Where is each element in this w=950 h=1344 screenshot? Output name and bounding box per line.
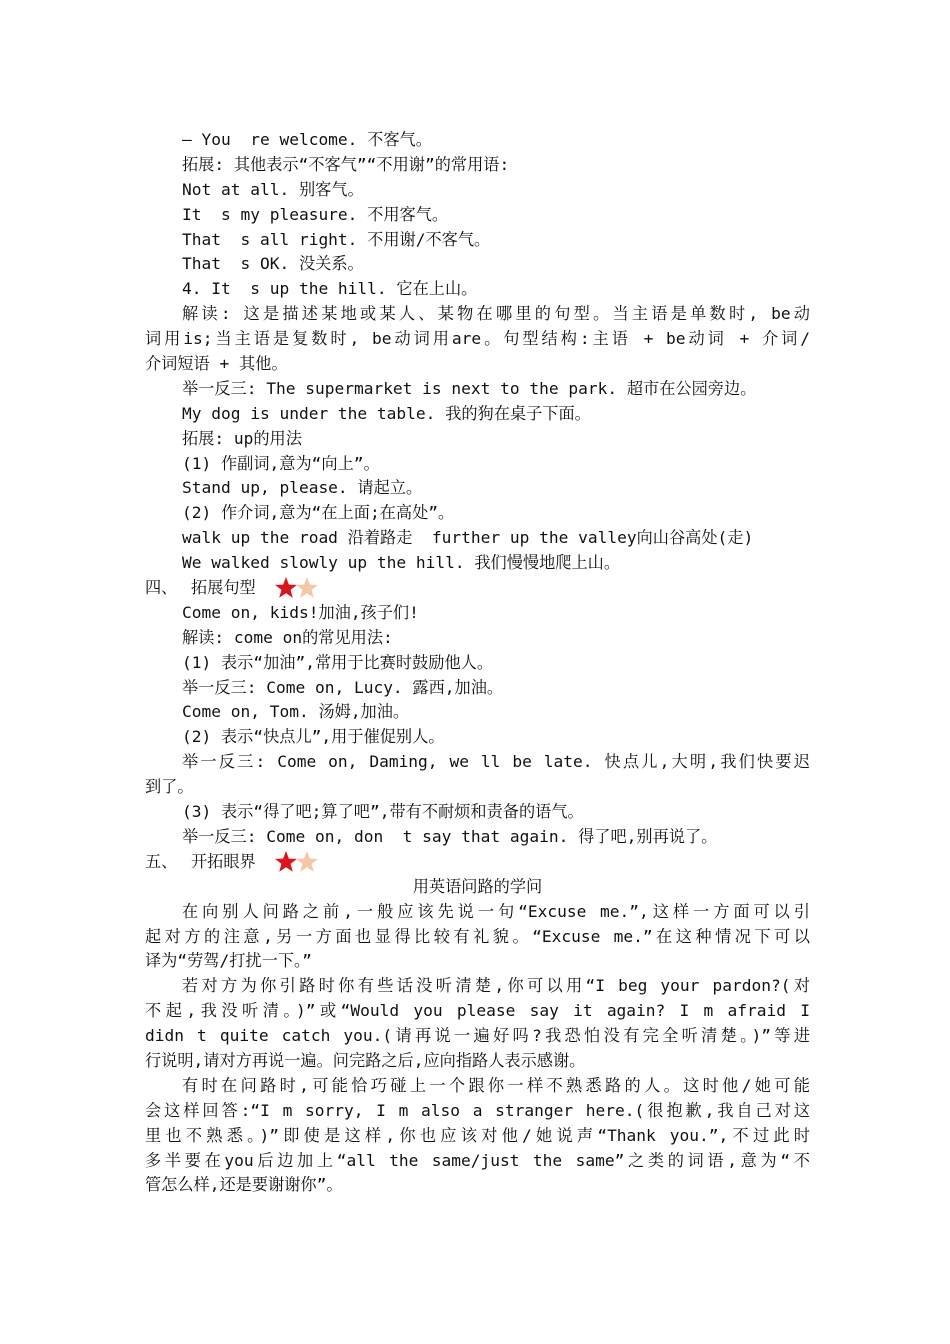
text-line: (1) 作副词,意为“向上”。 — [182, 453, 380, 473]
text-line: 词用is;当主语是复数时, be动词用are。句型结构:主语 + be动词 + 介词/ — [145, 329, 810, 349]
text-line: 拓展: up的用法 — [182, 428, 302, 448]
text-line: walk up the road 沿着路走 further up the valley向山谷高处(走) — [182, 528, 754, 548]
document-body — [145, 128, 810, 1198]
text-line: 译为“劳驾/打扰一下。” — [145, 951, 312, 971]
text-line: Stand up, please. 请起立。 — [182, 478, 423, 498]
text-line: 管怎么样,还是要谢谢你”。 — [145, 1175, 343, 1195]
text-line: 介词短语 + 其他。 — [145, 354, 288, 374]
text-line: 行说明,请对方再说一遍。问完路之后,应向指路人表示感谢。 — [145, 1050, 586, 1070]
text-line: 举一反三: The supermarket is next to the park. 超市在公园旁边。 — [182, 378, 757, 398]
text-line: 举一反三: Come on, Daming, we ll be late. 快点儿,大明,我们快要迟 — [182, 752, 810, 772]
article-title: 用英语问路的学问 — [412, 876, 543, 896]
text-line: — You re welcome. 不客气。 — [182, 130, 432, 149]
text-line: (1) 表示“加油”,常用于比赛时鼓励他人。 — [182, 652, 494, 672]
section-number: 五、 — [145, 851, 178, 871]
text-line: 若对方为你引路时你有些话没听清楚,你可以用“I beg your pardon?(对 — [182, 976, 810, 996]
star-rating — [274, 576, 319, 600]
text-line: 举一反三: Come on, don t say that again. 得了吧,别再说了。 — [182, 826, 718, 846]
text-line: 会这样回答:“I m sorry, I m also a stranger here.(很抱歉,我自己对这 — [145, 1100, 810, 1120]
text-line: That s OK. 没关系。 — [182, 254, 364, 274]
section-title: 开拓眼界 — [191, 851, 256, 871]
text-line: 解读: come on的常见用法: — [182, 627, 393, 647]
text-line: 到了。 — [145, 777, 194, 797]
text-line: Come on, Tom. 汤姆,加油。 — [182, 702, 410, 722]
text-line: My dog is under the table. 我的狗在桌子下面。 — [182, 403, 591, 423]
text-line: That s all right. 不用谢/不客气。 — [182, 229, 491, 249]
star-icon — [295, 850, 319, 874]
section-title: 拓展句型 — [191, 578, 256, 598]
star-rating — [274, 850, 319, 874]
section-heading-4 — [145, 576, 810, 601]
text-line: 举一反三: Come on, Lucy. 露西,加油。 — [182, 677, 504, 697]
section-number: 四、 — [145, 578, 178, 598]
star-icon — [295, 576, 319, 600]
text-line: 起对方的注意,另一方面也显得比较有礼貌。“Excuse me.”在这种情况下可以 — [145, 926, 810, 946]
text-line: 4. It s up the hill. 它在上山。 — [182, 279, 478, 299]
text-line: 有时在问路时,可能恰巧碰上一个跟你一样不熟悉路的人。这时他/她可能 — [182, 1075, 810, 1095]
section-heading-5 — [145, 850, 810, 875]
text-line: Not at all. 别客气。 — [182, 179, 364, 199]
text-line: didn t quite catch you.(请再说一遍好吗?我恐怕没有完全听清楚。)”等进 — [145, 1026, 810, 1046]
text-line: 拓展: 其他表示“不客气”“不用谢”的常用语: — [182, 154, 510, 174]
text-line: 在向别人问路之前,一般应该先说一句“Excuse me.”,这样一方面可以引 — [182, 901, 810, 921]
text-line: (3) 表示“得了吧;算了吧”,带有不耐烦和责备的语气。 — [182, 802, 584, 822]
text-line: Come on, kids!加油,孩子们! — [182, 602, 419, 622]
text-line: 不起,我没听清。)”或“Would you please say it again? I m afraid I — [145, 1001, 810, 1021]
text-line: (2) 表示“快点儿”,用于催促别人。 — [182, 727, 445, 747]
text-line: 里也不熟悉。)”即使是这样,你也应该对他/她说声“Thank you.”,不过此时 — [145, 1125, 810, 1145]
text-line: 解读: 这是描述某地或某人、某物在哪里的句型。当主语是单数时, be动 — [182, 304, 810, 324]
text-line: We walked slowly up the hill. 我们慢慢地爬上山。 — [182, 553, 621, 573]
text-line: (2) 作介词,意为“在上面;在高处”。 — [182, 503, 455, 523]
text-line: It s my pleasure. 不用客气。 — [182, 204, 449, 224]
text-line: 多半要在you后边加上“all the same/just the same”之类的词语,意为“不 — [145, 1150, 810, 1170]
